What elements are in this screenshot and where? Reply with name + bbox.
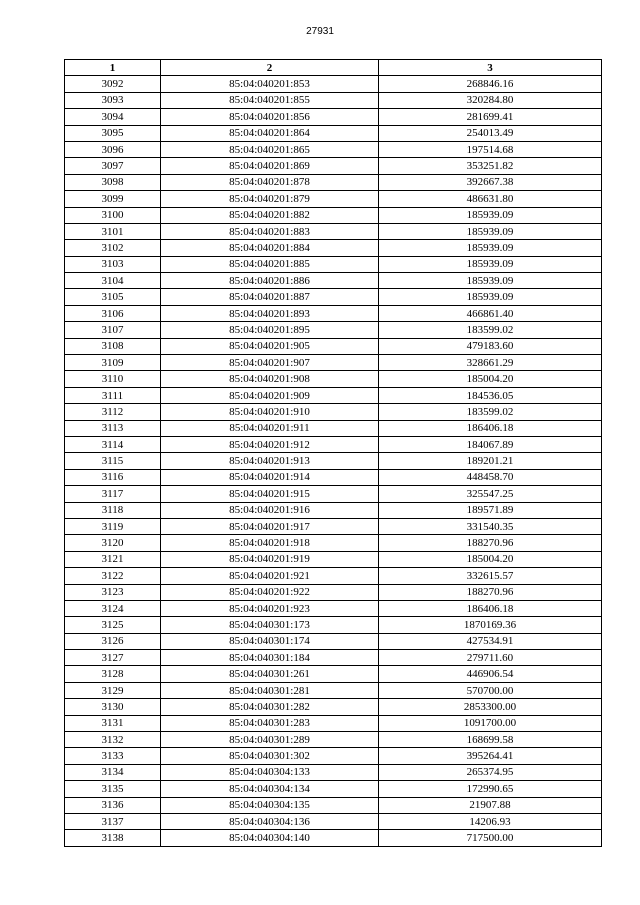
value-cell: 189571.89 [379, 502, 602, 518]
table-row [65, 797, 602, 813]
cadastral-number-cell: 85:04:040201:908 [161, 371, 379, 387]
table-row [65, 600, 602, 616]
value-cell: 14206.93 [379, 813, 602, 829]
value-cell: 353251.82 [379, 158, 602, 174]
cadastral-number-cell: 85:04:040301:302 [161, 748, 379, 764]
cadastral-number-cell: 85:04:040201:855 [161, 92, 379, 108]
row-number-cell: 3094 [65, 109, 161, 125]
cadastral-number-cell: 85:04:040301:173 [161, 617, 379, 633]
table-row [65, 109, 602, 125]
cadastral-number-cell: 85:04:040201:922 [161, 584, 379, 600]
row-number-cell: 3136 [65, 797, 161, 813]
cadastral-number-cell: 85:04:040301:184 [161, 650, 379, 666]
row-number-cell: 3137 [65, 813, 161, 829]
table-row [65, 273, 602, 289]
cadastral-number-cell: 85:04:040201:865 [161, 141, 379, 157]
value-cell: 332615.57 [379, 568, 602, 584]
value-cell: 185939.09 [379, 240, 602, 256]
cadastral-number-cell: 85:04:040304:134 [161, 781, 379, 797]
row-number-cell: 3120 [65, 535, 161, 551]
table-row [65, 174, 602, 190]
row-number-cell: 3125 [65, 617, 161, 633]
table-row [65, 158, 602, 174]
value-cell: 188270.96 [379, 535, 602, 551]
table-row [65, 76, 602, 92]
column-header-1: 1 [65, 60, 161, 76]
row-number-cell: 3110 [65, 371, 161, 387]
table-row [65, 617, 602, 633]
cadastral-number-cell: 85:04:040301:281 [161, 682, 379, 698]
row-number-cell: 3109 [65, 355, 161, 371]
cadastral-number-cell: 85:04:040201:864 [161, 125, 379, 141]
table-row [65, 699, 602, 715]
value-cell: 279711.60 [379, 650, 602, 666]
cadastral-number-cell: 85:04:040301:283 [161, 715, 379, 731]
row-number-cell: 3117 [65, 486, 161, 502]
value-cell: 320284.80 [379, 92, 602, 108]
cadastral-number-cell: 85:04:040301:174 [161, 633, 379, 649]
table-row [65, 813, 602, 829]
table-row [65, 453, 602, 469]
table-row [65, 141, 602, 157]
cadastral-number-cell: 85:04:040201:912 [161, 436, 379, 452]
table-row [65, 486, 602, 502]
value-cell: 185939.09 [379, 289, 602, 305]
row-number-cell: 3122 [65, 568, 161, 584]
row-number-cell: 3130 [65, 699, 161, 715]
cadastral-number-cell: 85:04:040201:882 [161, 207, 379, 223]
cadastral-number-cell: 85:04:040201:913 [161, 453, 379, 469]
row-number-cell: 3098 [65, 174, 161, 190]
cadastral-number-cell: 85:04:040304:140 [161, 830, 379, 846]
table-row [65, 436, 602, 452]
row-number-cell: 3132 [65, 732, 161, 748]
value-cell: 185939.09 [379, 256, 602, 272]
row-number-cell: 3123 [65, 584, 161, 600]
cadastral-number-cell: 85:04:040201:909 [161, 387, 379, 403]
row-number-cell: 3093 [65, 92, 161, 108]
value-cell: 570700.00 [379, 682, 602, 698]
cadastral-number-cell: 85:04:040201:907 [161, 355, 379, 371]
value-cell: 1091700.00 [379, 715, 602, 731]
value-cell: 185004.20 [379, 371, 602, 387]
value-cell: 197514.68 [379, 141, 602, 157]
value-cell: 427534.91 [379, 633, 602, 649]
row-number-cell: 3116 [65, 469, 161, 485]
cadastral-number-cell: 85:04:040201:911 [161, 420, 379, 436]
row-number-cell: 3111 [65, 387, 161, 403]
column-header-2: 2 [161, 60, 379, 76]
cadastral-number-cell: 85:04:040201:915 [161, 486, 379, 502]
row-number-cell: 3096 [65, 141, 161, 157]
row-number-cell: 3097 [65, 158, 161, 174]
row-number-cell: 3131 [65, 715, 161, 731]
row-number-cell: 3138 [65, 830, 161, 846]
row-number-cell: 3127 [65, 650, 161, 666]
value-cell: 446906.54 [379, 666, 602, 682]
table-row [65, 551, 602, 567]
value-cell: 328661.29 [379, 355, 602, 371]
table-body [65, 76, 602, 846]
value-cell: 189201.21 [379, 453, 602, 469]
row-number-cell: 3118 [65, 502, 161, 518]
row-number-cell: 3129 [65, 682, 161, 698]
table-row [65, 256, 602, 272]
row-number-cell: 3112 [65, 404, 161, 420]
table-row [65, 404, 602, 420]
value-cell: 392667.38 [379, 174, 602, 190]
table-row [65, 289, 602, 305]
row-number-cell: 3106 [65, 305, 161, 321]
cadastral-number-cell: 85:04:040201:910 [161, 404, 379, 420]
value-cell: 486631.80 [379, 191, 602, 207]
cadastral-number-cell: 85:04:040201:921 [161, 568, 379, 584]
cadastral-number-cell: 85:04:040201:869 [161, 158, 379, 174]
cadastral-number-cell: 85:04:040201:917 [161, 518, 379, 534]
value-cell: 183599.02 [379, 322, 602, 338]
value-cell: 168699.58 [379, 732, 602, 748]
table-row [65, 371, 602, 387]
cadastral-number-cell: 85:04:040301:261 [161, 666, 379, 682]
table-row [65, 830, 602, 846]
row-number-cell: 3108 [65, 338, 161, 354]
data-table [64, 59, 602, 847]
value-cell: 265374.95 [379, 764, 602, 780]
row-number-cell: 3104 [65, 273, 161, 289]
table-row [65, 305, 602, 321]
value-cell: 184067.89 [379, 436, 602, 452]
value-cell: 185004.20 [379, 551, 602, 567]
value-cell: 185939.09 [379, 207, 602, 223]
cadastral-number-cell: 85:04:040201:905 [161, 338, 379, 354]
cadastral-number-cell: 85:04:040201:918 [161, 535, 379, 551]
value-cell: 184536.05 [379, 387, 602, 403]
value-cell: 183599.02 [379, 404, 602, 420]
row-number-cell: 3113 [65, 420, 161, 436]
value-cell: 325547.25 [379, 486, 602, 502]
value-cell: 1870169.36 [379, 617, 602, 633]
row-number-cell: 3133 [65, 748, 161, 764]
table-row [65, 125, 602, 141]
value-cell: 172990.65 [379, 781, 602, 797]
table-row [65, 469, 602, 485]
row-number-cell: 3134 [65, 764, 161, 780]
table-row [65, 223, 602, 239]
table-row [65, 502, 602, 518]
cadastral-number-cell: 85:04:040304:135 [161, 797, 379, 813]
row-number-cell: 3114 [65, 436, 161, 452]
value-cell: 21907.88 [379, 797, 602, 813]
table-row [65, 666, 602, 682]
row-number-cell: 3101 [65, 223, 161, 239]
table-row [65, 568, 602, 584]
row-number-cell: 3119 [65, 518, 161, 534]
cadastral-number-cell: 85:04:040201:883 [161, 223, 379, 239]
table-row [65, 633, 602, 649]
table-row [65, 781, 602, 797]
table-row [65, 92, 602, 108]
row-number-cell: 3115 [65, 453, 161, 469]
table-row [65, 748, 602, 764]
value-cell: 185939.09 [379, 223, 602, 239]
column-header-3: 3 [379, 60, 602, 76]
row-number-cell: 3121 [65, 551, 161, 567]
table-row [65, 387, 602, 403]
cadastral-number-cell: 85:04:040201:887 [161, 289, 379, 305]
cadastral-number-cell: 85:04:040304:133 [161, 764, 379, 780]
value-cell: 254013.49 [379, 125, 602, 141]
table-row [65, 420, 602, 436]
value-cell: 186406.18 [379, 420, 602, 436]
table-row [65, 715, 602, 731]
row-number-cell: 3105 [65, 289, 161, 305]
value-cell: 281699.41 [379, 109, 602, 125]
table-row [65, 764, 602, 780]
table-row [65, 584, 602, 600]
table-row [65, 338, 602, 354]
table-row [65, 732, 602, 748]
value-cell: 2853300.00 [379, 699, 602, 715]
row-number-cell: 3128 [65, 666, 161, 682]
value-cell: 188270.96 [379, 584, 602, 600]
cadastral-number-cell: 85:04:040201:895 [161, 322, 379, 338]
cadastral-number-cell: 85:04:040301:289 [161, 732, 379, 748]
cadastral-number-cell: 85:04:040304:136 [161, 813, 379, 829]
cadastral-number-cell: 85:04:040201:853 [161, 76, 379, 92]
row-number-cell: 3107 [65, 322, 161, 338]
cadastral-number-cell: 85:04:040201:879 [161, 191, 379, 207]
row-number-cell: 3126 [65, 633, 161, 649]
cadastral-number-cell: 85:04:040201:856 [161, 109, 379, 125]
table-row [65, 207, 602, 223]
table-row [65, 682, 602, 698]
value-cell: 395264.41 [379, 748, 602, 764]
row-number-cell: 3124 [65, 600, 161, 616]
cadastral-number-cell: 85:04:040201:884 [161, 240, 379, 256]
table-row [65, 355, 602, 371]
cadastral-number-cell: 85:04:040201:893 [161, 305, 379, 321]
table-row [65, 322, 602, 338]
cadastral-number-cell: 85:04:040201:923 [161, 600, 379, 616]
value-cell: 466861.40 [379, 305, 602, 321]
value-cell: 448458.70 [379, 469, 602, 485]
row-number-cell: 3102 [65, 240, 161, 256]
row-number-cell: 3095 [65, 125, 161, 141]
value-cell: 268846.16 [379, 76, 602, 92]
cadastral-number-cell: 85:04:040201:919 [161, 551, 379, 567]
row-number-cell: 3092 [65, 76, 161, 92]
value-cell: 185939.09 [379, 273, 602, 289]
value-cell: 186406.18 [379, 600, 602, 616]
value-cell: 479183.60 [379, 338, 602, 354]
table-row [65, 650, 602, 666]
table-header [65, 60, 602, 76]
row-number-cell: 3100 [65, 207, 161, 223]
table-row [65, 518, 602, 534]
table-row [65, 240, 602, 256]
cadastral-number-cell: 85:04:040201:886 [161, 273, 379, 289]
page-number: 27931 [306, 26, 334, 37]
cadastral-number-cell: 85:04:040201:885 [161, 256, 379, 272]
row-number-cell: 3099 [65, 191, 161, 207]
cadastral-number-cell: 85:04:040201:878 [161, 174, 379, 190]
cadastral-number-cell: 85:04:040201:914 [161, 469, 379, 485]
row-number-cell: 3135 [65, 781, 161, 797]
value-cell: 331540.35 [379, 518, 602, 534]
table-row [65, 535, 602, 551]
value-cell: 717500.00 [379, 830, 602, 846]
header-row [65, 60, 602, 76]
row-number-cell: 3103 [65, 256, 161, 272]
cadastral-number-cell: 85:04:040201:916 [161, 502, 379, 518]
cadastral-number-cell: 85:04:040301:282 [161, 699, 379, 715]
table-row [65, 191, 602, 207]
